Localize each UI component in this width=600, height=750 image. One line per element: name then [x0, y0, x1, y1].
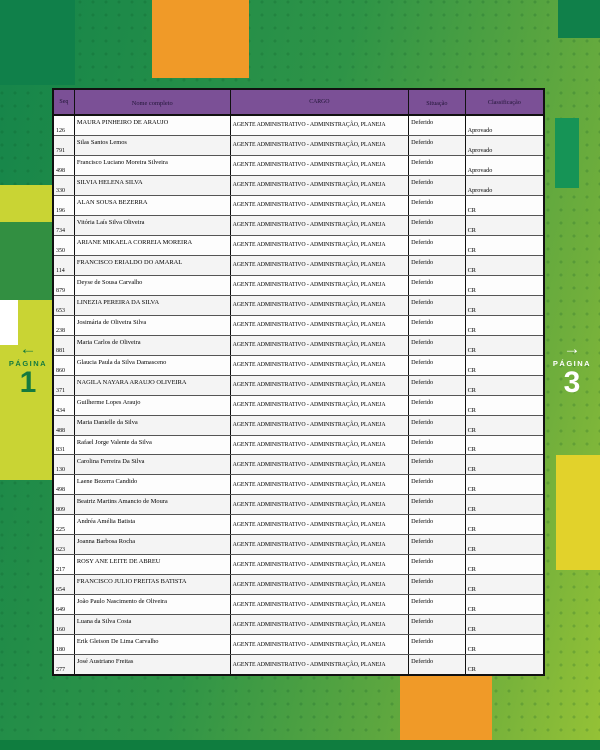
classificacao-cell: CR [467, 566, 476, 574]
cargo-cell: AGENTE ADMINISTRATIVO - ADMINISTRAÇÃO, PLANEJA [231, 455, 410, 474]
classificacao-cell: CR [467, 406, 476, 414]
right-dark-green-block [555, 118, 579, 188]
seq-cell: 831 [54, 436, 75, 455]
cargo-cell: AGENTE ADMINISTRATIVO - ADMINISTRAÇÃO, PLANEJA [231, 316, 410, 335]
nome-cell: Maria Danielle da Silva [75, 416, 231, 435]
table-row [54, 615, 543, 635]
header-seq: Seq [54, 90, 75, 114]
situacao-cell: Deferido [409, 655, 466, 674]
nome-cell: Luana da Silva Costa [75, 615, 231, 634]
classificacao-cell: CR [467, 666, 476, 674]
header-nome-completo: Nome completo [75, 90, 231, 114]
nome-cell: Erik Gleison De Lima Carvalho [75, 635, 231, 654]
table-row [54, 216, 543, 236]
nome-cell: FRANCISCO JULIO FREITAS BATISTA [75, 575, 231, 594]
table-row [54, 455, 543, 475]
table-row [54, 156, 543, 176]
header-cargo: CARGO [231, 90, 410, 114]
table-row [54, 655, 543, 674]
left-dark-green-block [0, 222, 55, 300]
table-row [54, 515, 543, 535]
classificacao-cell: Aprovado [467, 126, 493, 134]
nome-cell: Guilherme Lopes Araujo [75, 396, 231, 415]
cargo-cell: AGENTE ADMINISTRATIVO - ADMINISTRAÇÃO, PLANEJA [231, 615, 410, 634]
table-row [54, 316, 543, 336]
seq-cell: 654 [54, 575, 75, 594]
situacao-cell: Deferido [409, 176, 466, 195]
classificacao-cell: Aprovado [467, 166, 493, 174]
nome-cell: MAURA PINHEIRO DE ARAUJO [75, 116, 231, 135]
nome-cell: João Paulo Nascimento de Oliveira [75, 595, 231, 614]
seq-cell: 623 [54, 535, 75, 554]
nome-cell: Josimária de Oliveira Silva [75, 316, 231, 335]
seq-cell: 114 [54, 256, 75, 275]
seq-cell: 649 [54, 595, 75, 614]
top-orange-rectangle [152, 0, 249, 78]
situacao-cell: Deferido [409, 256, 466, 275]
cargo-cell: AGENTE ADMINISTRATIVO - ADMINISTRAÇÃO, PLANEJA [231, 236, 410, 255]
nome-cell: Rafael Jorge Valente da Silva [75, 436, 231, 455]
situacao-cell: Deferido [409, 296, 466, 315]
classificacao-cell: Aprovado [467, 146, 493, 154]
situacao-cell: Deferido [409, 515, 466, 534]
seq-cell: 434 [54, 396, 75, 415]
cargo-cell: AGENTE ADMINISTRATIVO - ADMINISTRAÇÃO, PLANEJA [231, 575, 410, 594]
situacao-cell: Deferido [409, 575, 466, 594]
nome-cell: Andréa Amélia Batista [75, 515, 231, 534]
cargo-cell: AGENTE ADMINISTRATIVO - ADMINISTRAÇÃO, PLANEJA [231, 116, 410, 135]
seq-cell: 277 [54, 655, 75, 674]
right-arrow-icon[interactable]: → [563, 339, 581, 358]
left-white-notch [0, 300, 18, 345]
nome-cell: José Austriano Freitas [75, 655, 231, 674]
pagination-previous[interactable] [0, 339, 56, 399]
cargo-cell: AGENTE ADMINISTRATIVO - ADMINISTRAÇÃO, PLANEJA [231, 396, 410, 415]
seq-cell: 879 [54, 276, 75, 295]
cargo-cell: AGENTE ADMINISTRATIVO - ADMINISTRAÇÃO, PLANEJA [231, 356, 410, 375]
nome-cell: Deyse de Sousa Carvalho [75, 276, 231, 295]
situacao-cell: Deferido [409, 356, 466, 375]
nome-cell: Maria Carlos de Oliveira [75, 336, 231, 355]
seq-cell: 498 [54, 156, 75, 175]
seq-cell: 160 [54, 615, 75, 634]
table-row [54, 436, 543, 456]
cargo-cell: AGENTE ADMINISTRATIVO - ADMINISTRAÇÃO, PLANEJA [231, 416, 410, 435]
seq-cell: 330 [54, 176, 75, 195]
cargo-cell: AGENTE ADMINISTRATIVO - ADMINISTRAÇÃO, PLANEJA [231, 136, 410, 155]
bottom-orange-rectangle [400, 663, 492, 750]
situacao-cell: Deferido [409, 535, 466, 554]
table-body [54, 116, 543, 674]
situacao-cell: Deferido [409, 216, 466, 235]
seq-cell: 217 [54, 555, 75, 574]
nome-cell: ARIANE MIKAELA CORREIA MOREIRA [75, 236, 231, 255]
cargo-cell: AGENTE ADMINISTRATIVO - ADMINISTRAÇÃO, PLANEJA [231, 436, 410, 455]
table-row [54, 475, 543, 495]
nome-cell: Francisco Luciano Moreira Silveira [75, 156, 231, 175]
nome-cell: SILVIA HELENA SILVA [75, 176, 231, 195]
table-row [54, 276, 543, 296]
nome-cell: Laene Bezerra Candido [75, 475, 231, 494]
situacao-cell: Deferido [409, 416, 466, 435]
table-header-row [54, 90, 543, 116]
pagination-next-number: 3 [563, 366, 581, 399]
situacao-cell: Deferido [409, 495, 466, 514]
table-row [54, 575, 543, 595]
situacao-cell: Deferido [409, 615, 466, 634]
header-situacao: Situação [409, 90, 466, 114]
situacao-cell: Deferido [409, 276, 466, 295]
classificacao-cell: CR [467, 446, 476, 454]
seq-cell: 225 [54, 515, 75, 534]
seq-cell: 126 [54, 116, 75, 135]
seq-cell: 791 [54, 136, 75, 155]
situacao-cell: Deferido [409, 436, 466, 455]
cargo-cell: AGENTE ADMINISTRATIVO - ADMINISTRAÇÃO, PLANEJA [231, 515, 410, 534]
table-row [54, 136, 543, 156]
table-row [54, 356, 543, 376]
seq-cell: 371 [54, 376, 75, 395]
table-row [54, 336, 543, 356]
seq-cell: 860 [54, 356, 75, 375]
table-row [54, 555, 543, 575]
cargo-cell: AGENTE ADMINISTRATIVO - ADMINISTRAÇÃO, PLANEJA [231, 336, 410, 355]
table-row [54, 296, 543, 316]
classificacao-cell: CR [467, 646, 476, 654]
cargo-cell: AGENTE ADMINISTRATIVO - ADMINISTRAÇÃO, PLANEJA [231, 376, 410, 395]
classificacao-cell: CR [467, 306, 476, 314]
seq-cell: 498 [54, 475, 75, 494]
seq-cell: 130 [54, 455, 75, 474]
situacao-cell: Deferido [409, 595, 466, 614]
nome-cell: NAGILA NAYARA ARAUJO OLIVEIRA [75, 376, 231, 395]
nome-cell: Beatriz Martins Amancio de Moura [75, 495, 231, 514]
classificacao-cell: Aprovado [467, 186, 493, 194]
situacao-cell: Deferido [409, 236, 466, 255]
situacao-cell: Deferido [409, 635, 466, 654]
table-row [54, 196, 543, 216]
classificacao-cell: CR [467, 586, 476, 594]
classificacao-cell: CR [467, 206, 476, 214]
seq-cell: 350 [54, 236, 75, 255]
nome-cell: Vitória Laís Silva Oliveira [75, 216, 231, 235]
situacao-cell: Deferido [409, 376, 466, 395]
cargo-cell: AGENTE ADMINISTRATIVO - ADMINISTRAÇÃO, PLANEJA [231, 475, 410, 494]
classificacao-cell: CR [467, 526, 476, 534]
results-table [52, 88, 545, 676]
situacao-cell: Deferido [409, 196, 466, 215]
classificacao-cell: CR [467, 546, 476, 554]
top-right-green-square [558, 0, 600, 38]
seq-cell: 881 [54, 336, 75, 355]
table-row [54, 416, 543, 436]
table-row [54, 396, 543, 416]
table-row [54, 635, 543, 655]
cargo-cell: AGENTE ADMINISTRATIVO - ADMINISTRAÇÃO, PLANEJA [231, 196, 410, 215]
situacao-cell: Deferido [409, 336, 466, 355]
table-row [54, 236, 543, 256]
nome-cell: ROSY ANE LEITE DE ABREU [75, 555, 231, 574]
classificacao-cell: CR [467, 606, 476, 614]
table-row [54, 116, 543, 136]
cargo-cell: AGENTE ADMINISTRATIVO - ADMINISTRAÇÃO, PLANEJA [231, 595, 410, 614]
table-row [54, 256, 543, 276]
pagination-next-label: PÁGINA [552, 359, 592, 368]
cargo-cell: AGENTE ADMINISTRATIVO - ADMINISTRAÇÃO, PLANEJA [231, 535, 410, 554]
situacao-cell: Deferido [409, 555, 466, 574]
cargo-cell: AGENTE ADMINISTRATIVO - ADMINISTRAÇÃO, PLANEJA [231, 216, 410, 235]
cargo-cell: AGENTE ADMINISTRATIVO - ADMINISTRAÇÃO, PLANEJA [231, 276, 410, 295]
classificacao-cell: CR [467, 366, 476, 374]
classificacao-cell: CR [467, 486, 476, 494]
classificacao-cell: CR [467, 466, 476, 474]
pagination-next[interactable] [544, 339, 600, 399]
cargo-cell: AGENTE ADMINISTRATIVO - ADMINISTRAÇÃO, PLANEJA [231, 296, 410, 315]
cargo-cell: AGENTE ADMINISTRATIVO - ADMINISTRAÇÃO, PLANEJA [231, 256, 410, 275]
cargo-cell: AGENTE ADMINISTRATIVO - ADMINISTRAÇÃO, PLANEJA [231, 495, 410, 514]
seq-cell: 238 [54, 316, 75, 335]
table-row [54, 176, 543, 196]
classificacao-cell: CR [467, 246, 476, 254]
nome-cell: ALAN SOUSA BEZERRA [75, 196, 231, 215]
situacao-cell: Deferido [409, 316, 466, 335]
cargo-cell: AGENTE ADMINISTRATIVO - ADMINISTRAÇÃO, PLANEJA [231, 635, 410, 654]
classificacao-cell: CR [467, 286, 476, 294]
situacao-cell: Deferido [409, 156, 466, 175]
bottom-green-strip [0, 740, 600, 750]
cargo-cell: AGENTE ADMINISTRATIVO - ADMINISTRAÇÃO, PLANEJA [231, 176, 410, 195]
seq-cell: 180 [54, 635, 75, 654]
situacao-cell: Deferido [409, 396, 466, 415]
classificacao-cell: CR [467, 626, 476, 634]
table-row [54, 595, 543, 615]
table-row [54, 376, 543, 396]
table-row [54, 535, 543, 555]
situacao-cell: Deferido [409, 136, 466, 155]
classificacao-cell: CR [467, 226, 476, 234]
seq-cell: 653 [54, 296, 75, 315]
classificacao-cell: CR [467, 266, 476, 274]
situacao-cell: Deferido [409, 455, 466, 474]
nome-cell: Joanna Barbosa Rocha [75, 535, 231, 554]
table-row [54, 495, 543, 515]
nome-cell: Silas Santos Lemos [75, 136, 231, 155]
classificacao-cell: CR [467, 386, 476, 394]
nome-cell: FRANCISCO ERIALDO DO AMARAL [75, 256, 231, 275]
cargo-cell: AGENTE ADMINISTRATIVO - ADMINISTRAÇÃO, PLANEJA [231, 156, 410, 175]
pagination-previous-label: PÁGINA [8, 359, 48, 368]
nome-cell: Glaucia Paula da Silva Damasceno [75, 356, 231, 375]
seq-cell: 734 [54, 216, 75, 235]
cargo-cell: AGENTE ADMINISTRATIVO - ADMINISTRAÇÃO, PLANEJA [231, 555, 410, 574]
top-left-green-square [0, 0, 75, 85]
classificacao-cell: CR [467, 326, 476, 334]
cargo-cell: AGENTE ADMINISTRATIVO - ADMINISTRAÇÃO, PLANEJA [231, 655, 410, 674]
classificacao-cell: CR [467, 506, 476, 514]
header-classificacao: Classificação [487, 98, 521, 106]
seq-cell: 809 [54, 495, 75, 514]
right-yellow-square [556, 455, 600, 570]
seq-cell: 488 [54, 416, 75, 435]
situacao-cell: Deferido [409, 475, 466, 494]
situacao-cell: Deferido [409, 116, 466, 135]
seq-cell: 196 [54, 196, 75, 215]
pagination-previous-number: 1 [19, 366, 37, 399]
classificacao-cell: CR [467, 426, 476, 434]
classificacao-cell: CR [467, 346, 476, 354]
nome-cell: Carolina Ferreira Da Silva [75, 455, 231, 474]
nome-cell: LINEZIA PEREIRA DA SILVA [75, 296, 231, 315]
left-arrow-icon[interactable]: ← [19, 339, 37, 358]
